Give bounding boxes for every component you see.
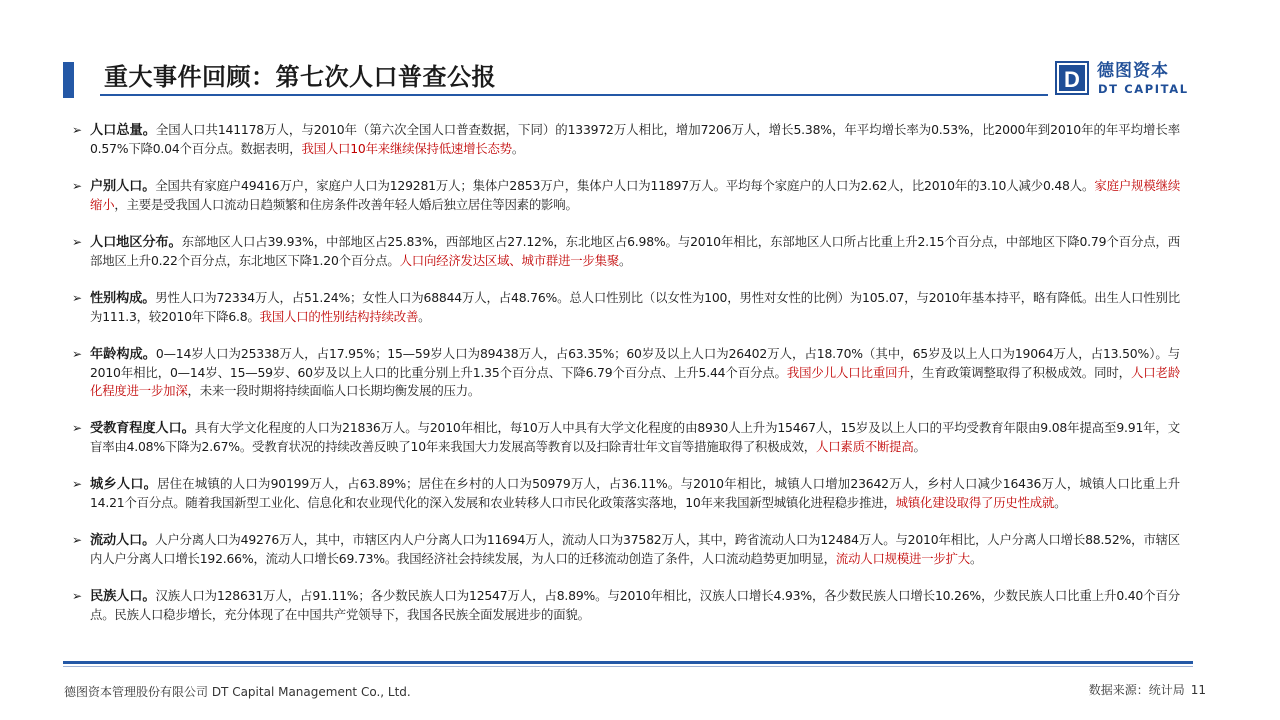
arrow-bullet-icon: ➢: [72, 235, 83, 249]
item-heading: 人口地区分布。: [90, 235, 182, 250]
list-item-text: 人口总量。全国人口共141178万人，与2010年（第六次全国人口普查数据，下同）的133972万人相比，增加7206万人，增长5.38%，年平均增长率为0.53%，比2000年到2010年的年平均增长率0.57%下降0.04个百分点。数据表明，我国人口10年来继续保持低速增长态势。: [90, 122, 1180, 156]
item-heading: 民族人口。: [90, 589, 156, 604]
dt-logo-icon: [1055, 61, 1089, 95]
logo-chinese-name: 德图资本: [1097, 61, 1169, 81]
logo-letter: D: [1064, 67, 1080, 92]
list-item-migration: [70, 531, 1180, 568]
item-heading: 性别构成。: [90, 291, 156, 306]
list-item-text: 户别人口。全国共有家庭户49416万户，家庭户人口为129281万人；集体户2853万户，集体户人口为11897万人。平均每个家庭户的人口为2.62人，比2010年的3.10人减少0.48人。家庭户规模继续缩小，主要是受我国人口流动日趋频繁和住房条件改善年轻人婚后独立居住等因素的影响。: [90, 178, 1181, 212]
footer-company: 德图资本管理股份有限公司 DT Capital Management Co., Ltd.: [64, 685, 411, 699]
list-item-text: 受教育程度人口。具有大学文化程度的人口为21836万人。与2010年相比，每10万人中具有大学文化程度的由8930人上升为15467人，15岁及以上人口的平均受教育年限由9.08年提高至9.91年，文盲率由4.08%下降为2.67%。受教育状况的持续改善反映了10年来我国大力发展高等教育以及扫除青壮年文盲等措施取得了积极成效，人口素质不断提高。: [90, 420, 1180, 454]
company-logo: [1055, 61, 1235, 97]
item-heading: 户别人口。: [90, 179, 156, 194]
list-item-household: [70, 177, 1180, 214]
arrow-bullet-icon: ➢: [72, 347, 83, 361]
list-item-ethnic: [70, 587, 1180, 624]
page-title: 重大事件回顾：第七次人口普查公报: [104, 63, 496, 91]
list-item-text: 年龄构成。0—14岁人口为25338万人，占17.95%；15—59岁人口为89438万人，占63.35%；60岁及以上人口为26402万人，占18.70%（其中，65岁及以上人口为19064万人，占13.50%）。与2010年相比，0—14岁、15—59岁、60岁及以上人口的比重分别上升1.35个百分点、下降6.79个百分点、上升5.44个百分点。我国少儿人口比重回升，生育政策调整取得了积极成效。同时，人口老龄化程度进一步加深，未来一段时期将持续面临人口长期均衡发展的压力。: [90, 346, 1181, 398]
arrow-bullet-icon: ➢: [72, 179, 83, 193]
arrow-bullet-icon: ➢: [72, 533, 83, 547]
logo-english-name: DT CAPITAL: [1098, 82, 1189, 96]
item-heading: 受教育程度人口。: [90, 421, 195, 436]
footer-divider-thin: [63, 666, 1193, 667]
data-source: 数据来源：统计局: [1088, 683, 1185, 697]
item-heading: 年龄构成。: [90, 347, 156, 362]
bullet-list: [70, 121, 1180, 643]
list-item-text: 流动人口。人户分离人口为49276万人，其中，市辖区内人户分离人口为11694万人，流动人口为37582万人，其中，跨省流动人口为12484万人。与2010年相比，人户分离人口增长88.52%，市辖区内人户分离人口增长192.66%，流动人口增长69.73%。我国经济社会持续发展，为人口的迁移流动创造了条件，人口流动趋势更加明显，流动人口规模进一步扩大。: [90, 532, 1180, 566]
arrow-bullet-icon: ➢: [72, 123, 83, 137]
list-item-text: 民族人口。汉族人口为128631万人，占91.11%；各少数民族人口为12547万人，占8.89%。与2010年相比，汉族人口增长4.93%，各少数民族人口增长10.26%，少数民族人口比重上升0.40个百分点。民族人口稳步增长，充分体现了在中国共产党领导下，我国各民族全面发展进步的面貌。: [90, 588, 1181, 622]
list-item-text: 人口地区分布。东部地区人口占39.93%，中部地区占25.83%，西部地区占27.12%，东北地区占6.98%。与2010年相比，东部地区人口所占比重上升2.15个百分点，中部地区下降0.79个百分点，西部地区上升0.22个百分点，东北地区下降1.20个百分点。人口向经济发达区域、城市群进一步集聚。: [90, 234, 1180, 268]
list-item-gender: [70, 289, 1180, 326]
arrow-bullet-icon: ➢: [72, 421, 83, 435]
arrow-bullet-icon: ➢: [72, 589, 83, 603]
list-item-regional-distribution: [70, 233, 1180, 270]
list-item-text: 城乡人口。居住在城镇的人口为90199万人，占63.89%；居住在乡村的人口为50979万人，占36.11%。与2010年相比，城镇人口增加23642万人，乡村人口减少16436万人，城镇人口比重上升14.21个百分点。随着我国新型工业化、信息化和农业现代化的深入发展和农业转移人口市民化政策落实落地，10年来我国新型城镇化进程稳步推进，城镇化建设取得了历史性成就。: [90, 476, 1180, 510]
title-accent-bar: [63, 62, 74, 98]
highlight-text: 我国人口的性别结构持续改善: [259, 309, 419, 324]
list-item-education: [70, 419, 1180, 456]
footer-divider: [63, 661, 1193, 664]
highlight-text: 我国少儿人口比重回升: [786, 365, 910, 380]
list-item-age: [70, 345, 1180, 400]
item-heading: 城乡人口。: [90, 477, 158, 492]
highlight-text: 人口素质不断提高: [816, 439, 914, 454]
highlight-text: 家庭户规模继续缩小: [90, 178, 1181, 212]
list-item-text: 性别构成。男性人口为72334万人，占51.24%；女性人口为68844万人，占48.76%。总人口性别比（以女性为100，男性对女性的比例）为105.07，与2010年基本持平，略有降低。出生人口性别比为111.3，较2010年下降6.8。我国人口的性别结构持续改善。: [90, 290, 1181, 324]
title-underline: [100, 94, 1048, 96]
highlight-text: 人口老龄化程度进一步加深: [90, 365, 1181, 398]
highlight-text: 我国人口10年来继续保持低速增长态势: [301, 141, 512, 156]
item-heading: 流动人口。: [90, 533, 156, 548]
highlight-text: 城镇化建设取得了历史性成就: [895, 495, 1055, 510]
footer-source: [1089, 681, 1206, 698]
arrow-bullet-icon: ➢: [72, 291, 83, 305]
page-number: 11: [1190, 683, 1206, 697]
list-item-urban-rural: [70, 475, 1180, 512]
item-heading: 人口总量。: [90, 123, 156, 138]
arrow-bullet-icon: ➢: [72, 477, 83, 491]
list-item-population-total: [70, 121, 1180, 158]
highlight-text: 流动人口规模进一步扩大: [835, 551, 970, 566]
highlight-text: 人口向经济发达区域、城市群进一步集聚: [399, 253, 620, 268]
